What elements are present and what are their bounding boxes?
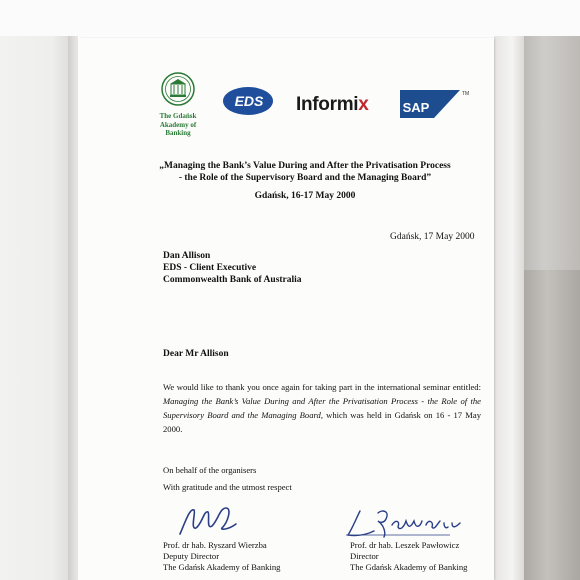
signatory-left (163, 540, 280, 573)
informix-logo-x: x (358, 94, 369, 115)
seminar-title (150, 160, 460, 184)
sap-trademark: TM (462, 91, 470, 97)
informix-logo (296, 94, 369, 116)
closing-line1: On behalf of the organisers (163, 465, 257, 475)
eds-logo-mark (222, 86, 274, 116)
event-dates: Gdańsk, 16-17 May 2000 (254, 191, 356, 201)
sap-logo (398, 86, 470, 120)
signatory-left-org: The Gdańsk Akademy of Banking (163, 562, 281, 572)
sap-logo-text: SAP (402, 100, 430, 115)
signatory-right-org: The Gdańsk Akademy of Banking (350, 562, 468, 572)
recipient-name: Dan Allison (163, 251, 211, 261)
folder-edge (494, 36, 524, 580)
recipient-org: Commonwealth Bank of Australia (163, 275, 302, 285)
seminar-title-line2: - the Role of the Supervisory Board and the Managing Board” (178, 173, 432, 183)
informix-logo-text: Informi (296, 94, 359, 115)
signature-pawlowicz (340, 505, 470, 541)
recipient-role: EDS - Client Executive (163, 263, 257, 273)
background-top (0, 0, 580, 36)
signatory-left-title: Deputy Director (163, 551, 220, 561)
signatory-right-name: Prof. dr hab. Leszek Pawłowicz (350, 540, 460, 550)
gdansk-academy-logo (148, 72, 208, 137)
background-surface-lower (520, 270, 580, 580)
left-blank-page (0, 36, 75, 580)
eds-logo (222, 86, 274, 116)
body-seminar-title: Managing the Bank’s Value During and After the Privatisation Process - the Role of the Supervisory Board and the Managing Board (163, 396, 481, 420)
body-intro: We would like to thank you once again for taking part in the international seminar entitled: (163, 382, 481, 392)
letter-date: Gdańsk, 17 May 2000 (390, 232, 475, 242)
letter-body (163, 380, 481, 436)
gdansk-name-line2: Akademy of Banking (159, 121, 197, 137)
closing-block (163, 462, 292, 496)
signatory-left-name: Prof. dr hab. Ryszard Wierzba (163, 540, 267, 550)
seminar-title-line1: „Managing the Bank’s Value During and After the Privatisation Process (159, 161, 451, 171)
eds-logo-text: EDS (234, 93, 264, 109)
body-outro: , which was held in Gdańsk on 16 - 17 May 2000. (163, 410, 482, 434)
recipient-block (163, 250, 302, 286)
signatory-right-title: Director (350, 551, 379, 561)
book-gutter (68, 36, 78, 580)
closing-line2: With gratitude and the utmost respect (163, 482, 292, 492)
signature-wierzba (176, 500, 246, 540)
gdansk-seal-icon (161, 72, 195, 106)
salutation: Dear Mr Allison (163, 349, 229, 359)
gdansk-name-line1: The Gdańsk (159, 112, 197, 120)
signatory-right (350, 540, 467, 573)
sap-logo-mark (398, 86, 470, 120)
